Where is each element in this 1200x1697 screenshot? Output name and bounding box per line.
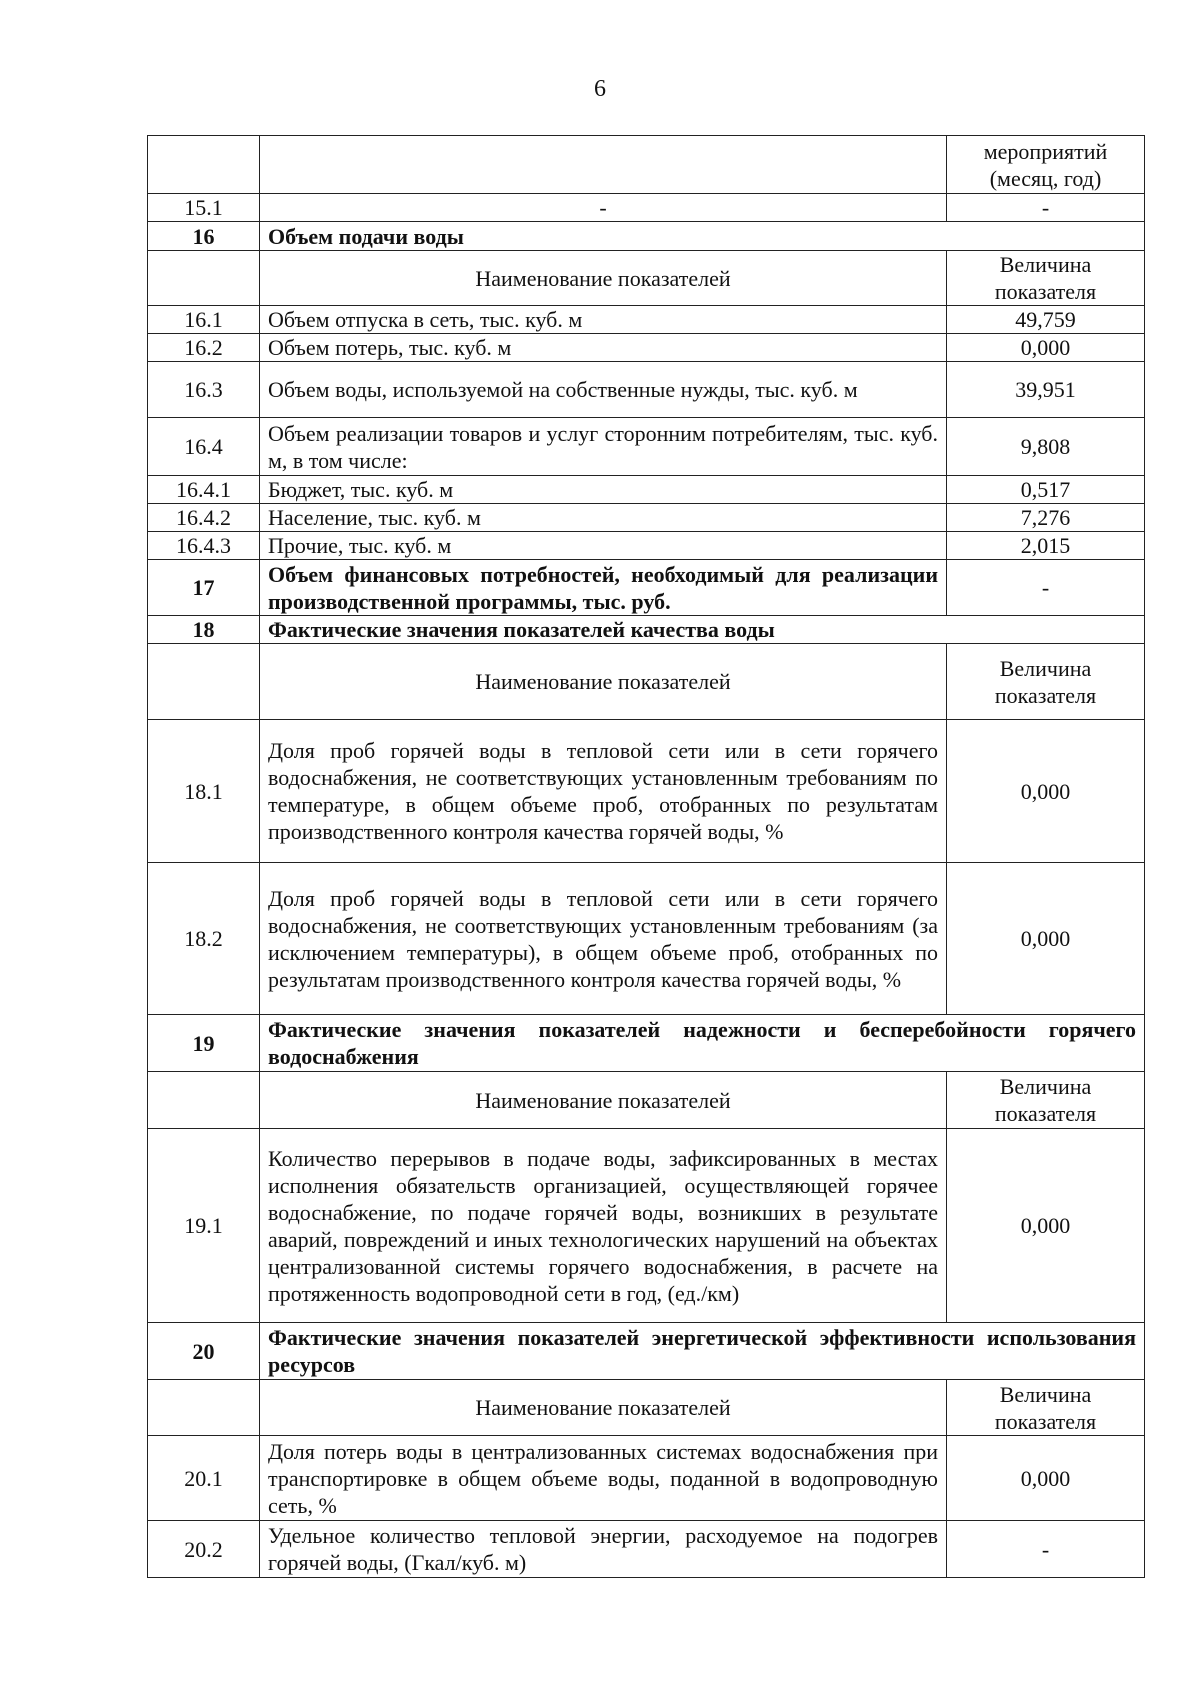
table-row [148, 334, 1145, 362]
row-number: 15.1 [148, 194, 260, 222]
row-value: 0,000 [947, 334, 1145, 362]
row-text: - [260, 194, 947, 222]
row-number: 16.2 [148, 334, 260, 362]
table-row [148, 863, 1145, 1015]
row-number: 16.4.3 [148, 532, 260, 560]
header-row [148, 251, 1145, 306]
row-value: 39,951 [947, 362, 1145, 418]
section-title: Фактические значения показателей качества воды [260, 616, 1145, 644]
value-header: Величина показателя [947, 1380, 1145, 1436]
name-header: Наименование показателей [260, 1380, 947, 1436]
section-title: Объем подачи воды [260, 222, 1145, 251]
row-number: 16.4.1 [148, 476, 260, 504]
name-header: Наименование показателей [260, 1072, 947, 1129]
number-cell [148, 251, 260, 306]
row-value: 0,000 [947, 720, 1145, 863]
row-number: 16.4 [148, 418, 260, 476]
row-number: 19.1 [148, 1129, 260, 1323]
section-number: 19 [148, 1015, 260, 1072]
table-row [148, 194, 1145, 222]
header-row [148, 1380, 1145, 1436]
table-row [148, 504, 1145, 532]
row-value: 0,000 [947, 1436, 1145, 1521]
number-cell [148, 1072, 260, 1129]
row-number: 20.2 [148, 1521, 260, 1578]
row-text: Объем потерь, тыс. куб. м [260, 334, 947, 362]
row-text: Удельное количество тепловой энергии, расходуемое на подогрев горячей воды, (Гкал/куб. м) [260, 1521, 947, 1578]
table-row [148, 1436, 1145, 1521]
row-text: Доля проб горячей воды в тепловой сети или в сети горячего водоснабжения, не соответствующих установленным требованиям (за исключением температуры), в общем объеме проб, отобранных по результатам производственного контроля качества горячей воды, % [260, 863, 947, 1015]
table-row [148, 418, 1145, 476]
section-number: 20 [148, 1323, 260, 1380]
row-number: 18.2 [148, 863, 260, 1015]
row-value: 49,759 [947, 306, 1145, 334]
name-header: Наименование показателей [260, 644, 947, 720]
section-row [148, 222, 1145, 251]
name-header: Наименование показателей [260, 251, 947, 306]
page-number: 6 [594, 76, 606, 102]
section-title: Фактические значения показателей надежности и бесперебойности горячего водоснабжения [260, 1015, 1145, 1072]
number-cell [148, 136, 260, 194]
section-row [148, 560, 1145, 616]
row-number: 16.4.2 [148, 504, 260, 532]
section-row [148, 1323, 1145, 1380]
header-row [148, 1072, 1145, 1129]
row-number: 16.1 [148, 306, 260, 334]
row-text: Объем реализации товаров и услуг сторонним потребителям, тыс. куб. м, в том числе: [260, 418, 947, 476]
number-cell [148, 644, 260, 720]
name-cell [260, 136, 947, 194]
header-row [148, 644, 1145, 720]
row-value: 0,000 [947, 1129, 1145, 1323]
section-number: 17 [148, 560, 260, 616]
row-number: 20.1 [148, 1436, 260, 1521]
table-row [148, 136, 1145, 194]
value-header: Величина показателя [947, 1072, 1145, 1129]
row-text: Количество перерывов в подаче воды, зафиксированных в местах исполнения обязательств организацией, осуществляющей горячее водоснабжение, по подаче горячей воды, возникших в результате аварий, повреждений и иных технологических нарушений на объектах централизованной системы горячего водоснабжения, в расчете на протяженность водопроводной сети в год, (ед./км) [260, 1129, 947, 1323]
row-number: 18.1 [148, 720, 260, 863]
table-row [148, 720, 1145, 863]
row-value: - [947, 194, 1145, 222]
row-value: - [947, 1521, 1145, 1578]
section-title: Объем финансовых потребностей, необходимый для реализации производственной программы, тыс. руб. [260, 560, 947, 616]
row-text: Объем отпуска в сеть, тыс. куб. м [260, 306, 947, 334]
table-row [148, 1129, 1145, 1323]
value-header: мероприятий (месяц, год) [947, 136, 1145, 194]
table-row [148, 532, 1145, 560]
section-title: Фактические значения показателей энергетической эффективности использования ресурсов [260, 1323, 1145, 1380]
row-text: Доля потерь воды в централизованных системах водоснабжения при транспортировке в общем объеме воды, поданной в водопроводную сеть, % [260, 1436, 947, 1521]
table-row [148, 476, 1145, 504]
value-header: Величина показателя [947, 644, 1145, 720]
row-value: 9,808 [947, 418, 1145, 476]
table-row [148, 362, 1145, 418]
row-text: Доля проб горячей воды в тепловой сети или в сети горячего водоснабжения, не соответствующих установленным требованиям по температуре, в общем объеме проб, отобранных по результатам производственного контроля качества горячей воды, % [260, 720, 947, 863]
row-number: 16.3 [148, 362, 260, 418]
row-text: Население, тыс. куб. м [260, 504, 947, 532]
row-value: - [947, 560, 1145, 616]
number-cell [148, 1380, 260, 1436]
row-text: Прочие, тыс. куб. м [260, 532, 947, 560]
section-number: 18 [148, 616, 260, 644]
section-number: 16 [148, 222, 260, 251]
table-row [148, 1521, 1145, 1578]
table-row [148, 306, 1145, 334]
row-value: 0,000 [947, 863, 1145, 1015]
row-text: Объем воды, используемой на собственные нужды, тыс. куб. м [260, 362, 947, 418]
section-row [148, 616, 1145, 644]
row-text: Бюджет, тыс. куб. м [260, 476, 947, 504]
row-value: 7,276 [947, 504, 1145, 532]
row-value: 0,517 [947, 476, 1145, 504]
value-header: Величина показателя [947, 251, 1145, 306]
section-row [148, 1015, 1145, 1072]
indicators-table [147, 135, 1145, 1578]
row-value: 2,015 [947, 532, 1145, 560]
